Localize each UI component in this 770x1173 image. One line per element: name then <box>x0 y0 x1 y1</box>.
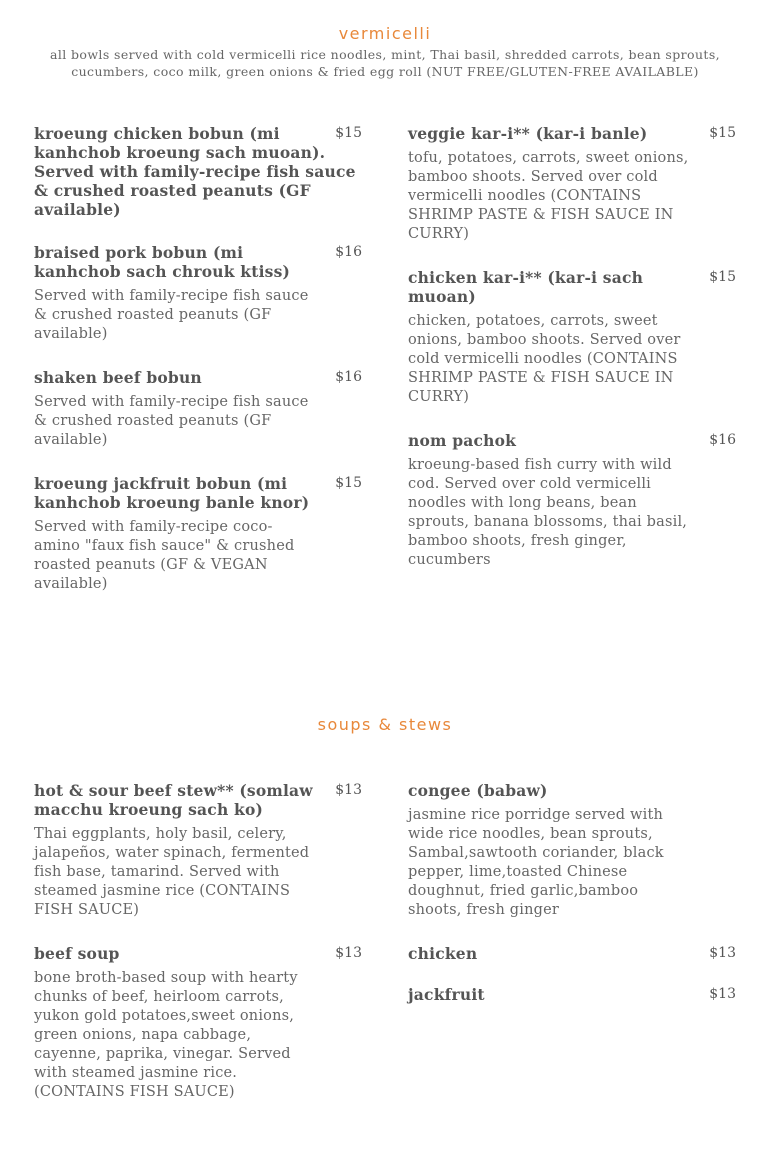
menu-item <box>34 944 362 1102</box>
menu-item <box>408 985 736 1004</box>
item-description: jasmine rice porridge served with wide rice noodles, bean sprouts, Sambal,sawtooth coriander, black pepper, lime,toasted Chinese doughnut, fried garlic,bamboo shoots, fresh ginger <box>408 807 664 918</box>
item-description: Served with family-recipe fish sauce & crushed roasted peanuts (GF available) <box>34 288 309 342</box>
vermicelli-left-column <box>34 124 362 618</box>
item-price: $15 <box>709 125 736 141</box>
soups-right-column <box>408 781 736 1026</box>
item-price: $13 <box>335 945 362 961</box>
soups-left-column <box>34 781 362 1126</box>
item-price: $16 <box>335 369 362 385</box>
menu-item <box>34 124 362 219</box>
menu-item <box>34 781 362 920</box>
menu-item <box>408 431 736 570</box>
item-description: Served with family-recipe coco-amino "faux fish sauce" & crushed roasted peanuts (GF & VEGAN available) <box>34 519 295 592</box>
item-name: braised pork bobun (mi kanhchob sach chrouk ktiss) <box>34 243 291 281</box>
item-price: $16 <box>335 244 362 260</box>
menu-item <box>408 268 736 407</box>
item-price: $15 <box>335 125 362 141</box>
item-name: veggie kar-i** (kar-i banle) <box>408 124 648 143</box>
item-name: kroeung jackfruit bobun (mi kanhchob kroeung banle knor) <box>34 474 310 512</box>
item-name: kroeung chicken bobun (mi kanhchob kroeung sach muoan). Served with family-recipe fish sauce & crushed roasted peanuts (GF available) <box>34 124 356 219</box>
item-name: hot & sour beef stew** (somlaw macchu kroeung sach ko) <box>34 781 313 819</box>
menu-item <box>408 124 736 244</box>
item-name: chicken <box>408 944 478 963</box>
item-price: $13 <box>709 945 736 961</box>
menu-item <box>408 944 736 963</box>
item-description: Served with family-recipe fish sauce & crushed roasted peanuts (GF available) <box>34 394 309 448</box>
item-price: $15 <box>335 475 362 491</box>
item-price: $13 <box>709 986 736 1002</box>
item-name: jackfruit <box>408 985 485 1004</box>
menu-item <box>34 243 362 344</box>
item-price: $16 <box>709 432 736 448</box>
item-name: shaken beef bobun <box>34 368 202 387</box>
item-name: congee (babaw) <box>408 781 548 800</box>
section-title-vermicelli: vermicelli <box>338 24 432 43</box>
item-description: tofu, potatoes, carrots, sweet onions, bamboo shoots. Served over cold vermicelli noodles (CONTAINS SHRIMP PASTE & FISH SAUCE IN CURRY) <box>408 150 689 242</box>
item-name: nom pachok <box>408 431 517 450</box>
item-description: bone broth-based soup with hearty chunks of beef, heirloom carrots, yukon gold potatoes,sweet onions, green onions, napa cabbage, cayenne, paprika, vinegar. Served with steamed jasmine rice. (CONTAINS FISH SAUCE) <box>34 970 298 1100</box>
menu-item <box>34 474 362 594</box>
item-description: chicken, potatoes, carrots, sweet onions, bamboo shoots. Served over cold vermicelli noodles (CONTAINS SHRIMP PASTE & FISH SAUCE IN CURRY) <box>408 313 681 405</box>
item-description: kroeung-based fish curry with wild cod. Served over cold vermicelli noodles with long beans, bean sprouts, banana blossoms, thai basil, bamboo shoots, fresh ginger, cucumbers <box>408 457 688 568</box>
menu-item <box>34 368 362 450</box>
menu-item <box>408 781 736 920</box>
item-description: Thai eggplants, holy basil, celery, jalapeños, water spinach, fermented fish base, tamarind. Served with steamed jasmine rice (CONTAINS FISH SAUCE) <box>34 826 310 918</box>
item-price: $15 <box>709 269 736 285</box>
section-subtitle-vermicelli: all bowls served with cold vermicelli rice noodles, mint, Thai basil, shredded carrots, bean sprouts, cucumbers, coco milk, green onions & fried egg roll (NUT FREE/GLUTEN-FREE AVAILABLE) <box>49 47 721 79</box>
vermicelli-right-column <box>408 124 736 594</box>
section-title-soups: soups & stews <box>317 715 453 734</box>
item-name: chicken kar-i** (kar-i sach muoan) <box>408 268 644 306</box>
item-price: $13 <box>335 782 362 798</box>
item-name: beef soup <box>34 944 120 963</box>
